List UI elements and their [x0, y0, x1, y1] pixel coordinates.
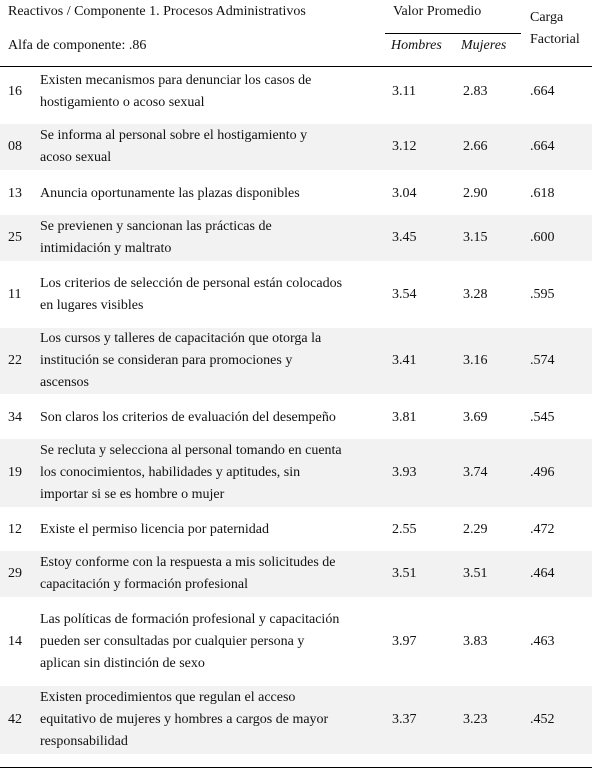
- item-text: [40, 608, 385, 676]
- table-row: [0, 686, 592, 754]
- item-text: [40, 406, 385, 430]
- carga-factorial-value: .595: [530, 287, 555, 302]
- item-number: 13: [8, 186, 22, 201]
- table-row: [0, 182, 592, 206]
- carga-factorial-value: .545: [530, 410, 555, 425]
- item-text-line: Las políticas de formación profesional y capacitación: [40, 612, 340, 627]
- hombres-value: 3.12: [392, 139, 417, 154]
- carga-header-line2: Factorial: [530, 32, 580, 47]
- item-text-line: Se previenen y sancionan las prácticas de: [40, 219, 272, 234]
- header-bottom-rule: [0, 66, 592, 67]
- item-text: [40, 328, 385, 394]
- item-text-line: Existen procedimientos que regulan el acceso: [40, 690, 296, 705]
- hombres-value: 3.54: [392, 287, 417, 302]
- item-text-line: los conocimientos, habilidades y aptitudes, sin: [40, 465, 301, 480]
- hombres-value: 3.97: [392, 634, 417, 649]
- carga-factorial-value: .472: [530, 522, 555, 537]
- mujeres-value: 2.90: [463, 186, 488, 201]
- item-number: 29: [8, 566, 22, 581]
- carga-factorial-value: .664: [530, 84, 555, 99]
- item-number: 42: [8, 712, 22, 727]
- carga-factorial-value: .574: [530, 353, 555, 368]
- item-text-line: Existen mecanismos para denunciar los casos de: [40, 73, 312, 88]
- item-text: [40, 518, 385, 542]
- item-text: [40, 215, 385, 261]
- item-text-line: capacitación y formación profesional: [40, 577, 248, 592]
- mujeres-value: 3.69: [463, 410, 488, 425]
- mujeres-value: 3.74: [463, 465, 488, 480]
- item-text-line: pueden ser consultadas por cualquier persona y: [40, 634, 305, 649]
- item-text: [40, 182, 385, 206]
- carga-factorial-value: .600: [530, 230, 555, 245]
- item-number: 11: [8, 287, 22, 302]
- item-text-line: importar si se es hombre o mujer: [40, 487, 225, 502]
- table-row: [0, 69, 592, 115]
- item-text-line: aplican sin distinción de sexo: [40, 656, 205, 671]
- carga-factorial-value: .463: [530, 634, 555, 649]
- subheader-rule: [385, 33, 521, 34]
- table-row: [0, 124, 592, 170]
- mujeres-value: 3.16: [463, 353, 488, 368]
- item-text-line: hostigamiento o acoso sexual: [40, 95, 205, 110]
- hombres-value: 3.81: [392, 410, 417, 425]
- item-text-line: Existe el permiso licencia por paternidad: [40, 522, 269, 537]
- item-text: [40, 69, 385, 115]
- item-text-line: ascensos: [40, 375, 89, 390]
- hombres-value: 2.55: [392, 522, 417, 537]
- table-row: [0, 406, 592, 430]
- item-text-line: Los criterios de selección de personal están colocados: [40, 276, 343, 291]
- item-text-line: Son claros los criterios de evaluación del desempeño: [40, 410, 336, 425]
- item-text-line: intimidación y maltrato: [40, 241, 172, 256]
- item-number: 08: [8, 139, 22, 154]
- item-number: 14: [8, 634, 22, 649]
- mujeres-value: 2.29: [463, 522, 488, 537]
- mujeres-value: 2.66: [463, 139, 488, 154]
- hombres-value: 3.51: [392, 566, 417, 581]
- hombres-value: 3.37: [392, 712, 417, 727]
- table-row: [0, 215, 592, 261]
- item-number: 25: [8, 230, 22, 245]
- item-text-line: Se recluta y selecciona al personal tomando en cuenta: [40, 443, 342, 458]
- item-text-line: en lugares visibles: [40, 298, 144, 313]
- hombres-value: 3.11: [392, 84, 416, 99]
- mujeres-value: 2.83: [463, 84, 488, 99]
- item-text: [40, 686, 385, 754]
- item-text-line: equitativo de mujeres y hombres a cargos de mayor: [40, 712, 329, 727]
- alpha-label: Alfa de componente: .86: [8, 38, 147, 53]
- table-row: [0, 608, 592, 676]
- carga-factorial-value: .664: [530, 139, 555, 154]
- item-text: [40, 439, 385, 507]
- carga-factorial-value: .496: [530, 465, 555, 480]
- item-number: 22: [8, 353, 22, 368]
- hombres-value: 3.04: [392, 186, 417, 201]
- item-number: 16: [8, 84, 22, 99]
- carga-factorial-value: .452: [530, 712, 555, 727]
- table-row: [0, 439, 592, 507]
- hombres-header: Hombres: [391, 38, 442, 53]
- hombres-value: 3.93: [392, 465, 417, 480]
- item-number: 12: [8, 522, 22, 537]
- item-text-line: responsabilidad: [40, 734, 128, 749]
- carga-factorial-value: .464: [530, 566, 555, 581]
- item-text: [40, 272, 385, 318]
- item-text-line: Anuncia oportunamente las plazas disponibles: [40, 186, 300, 201]
- table-row: [0, 551, 592, 597]
- hombres-value: 3.41: [392, 353, 417, 368]
- table-bottom-rule: [0, 767, 592, 768]
- table-row: [0, 328, 592, 394]
- carga-header-line1: Carga: [530, 10, 564, 25]
- mujeres-value: 3.23: [463, 712, 488, 727]
- table-title: Reactivos / Componente 1. Procesos Administrativos: [8, 4, 306, 19]
- table-row: [0, 518, 592, 542]
- mujeres-value: 3.51: [463, 566, 488, 581]
- item-text-line: acoso sexual: [40, 150, 112, 165]
- item-text-line: Los cursos y talleres de capacitación que otorga la: [40, 331, 322, 346]
- mujeres-value: 3.83: [463, 634, 488, 649]
- hombres-value: 3.45: [392, 230, 417, 245]
- item-number: 34: [8, 410, 22, 425]
- mujeres-value: 3.28: [463, 287, 488, 302]
- table-row: [0, 272, 592, 318]
- item-text: [40, 551, 385, 597]
- item-text-line: institución se consideran para promociones y: [40, 353, 293, 368]
- item-number: 19: [8, 465, 22, 480]
- mujeres-value: 3.15: [463, 230, 488, 245]
- mujeres-header: Mujeres: [461, 38, 507, 53]
- valor-promedio-header: Valor Promedio: [393, 4, 482, 19]
- item-text: [40, 124, 385, 170]
- carga-factorial-value: .618: [530, 186, 555, 201]
- item-text-line: Estoy conforme con la respuesta a mis solicitudes de: [40, 555, 336, 570]
- item-text-line: Se informa al personal sobre el hostigamiento y: [40, 128, 308, 143]
